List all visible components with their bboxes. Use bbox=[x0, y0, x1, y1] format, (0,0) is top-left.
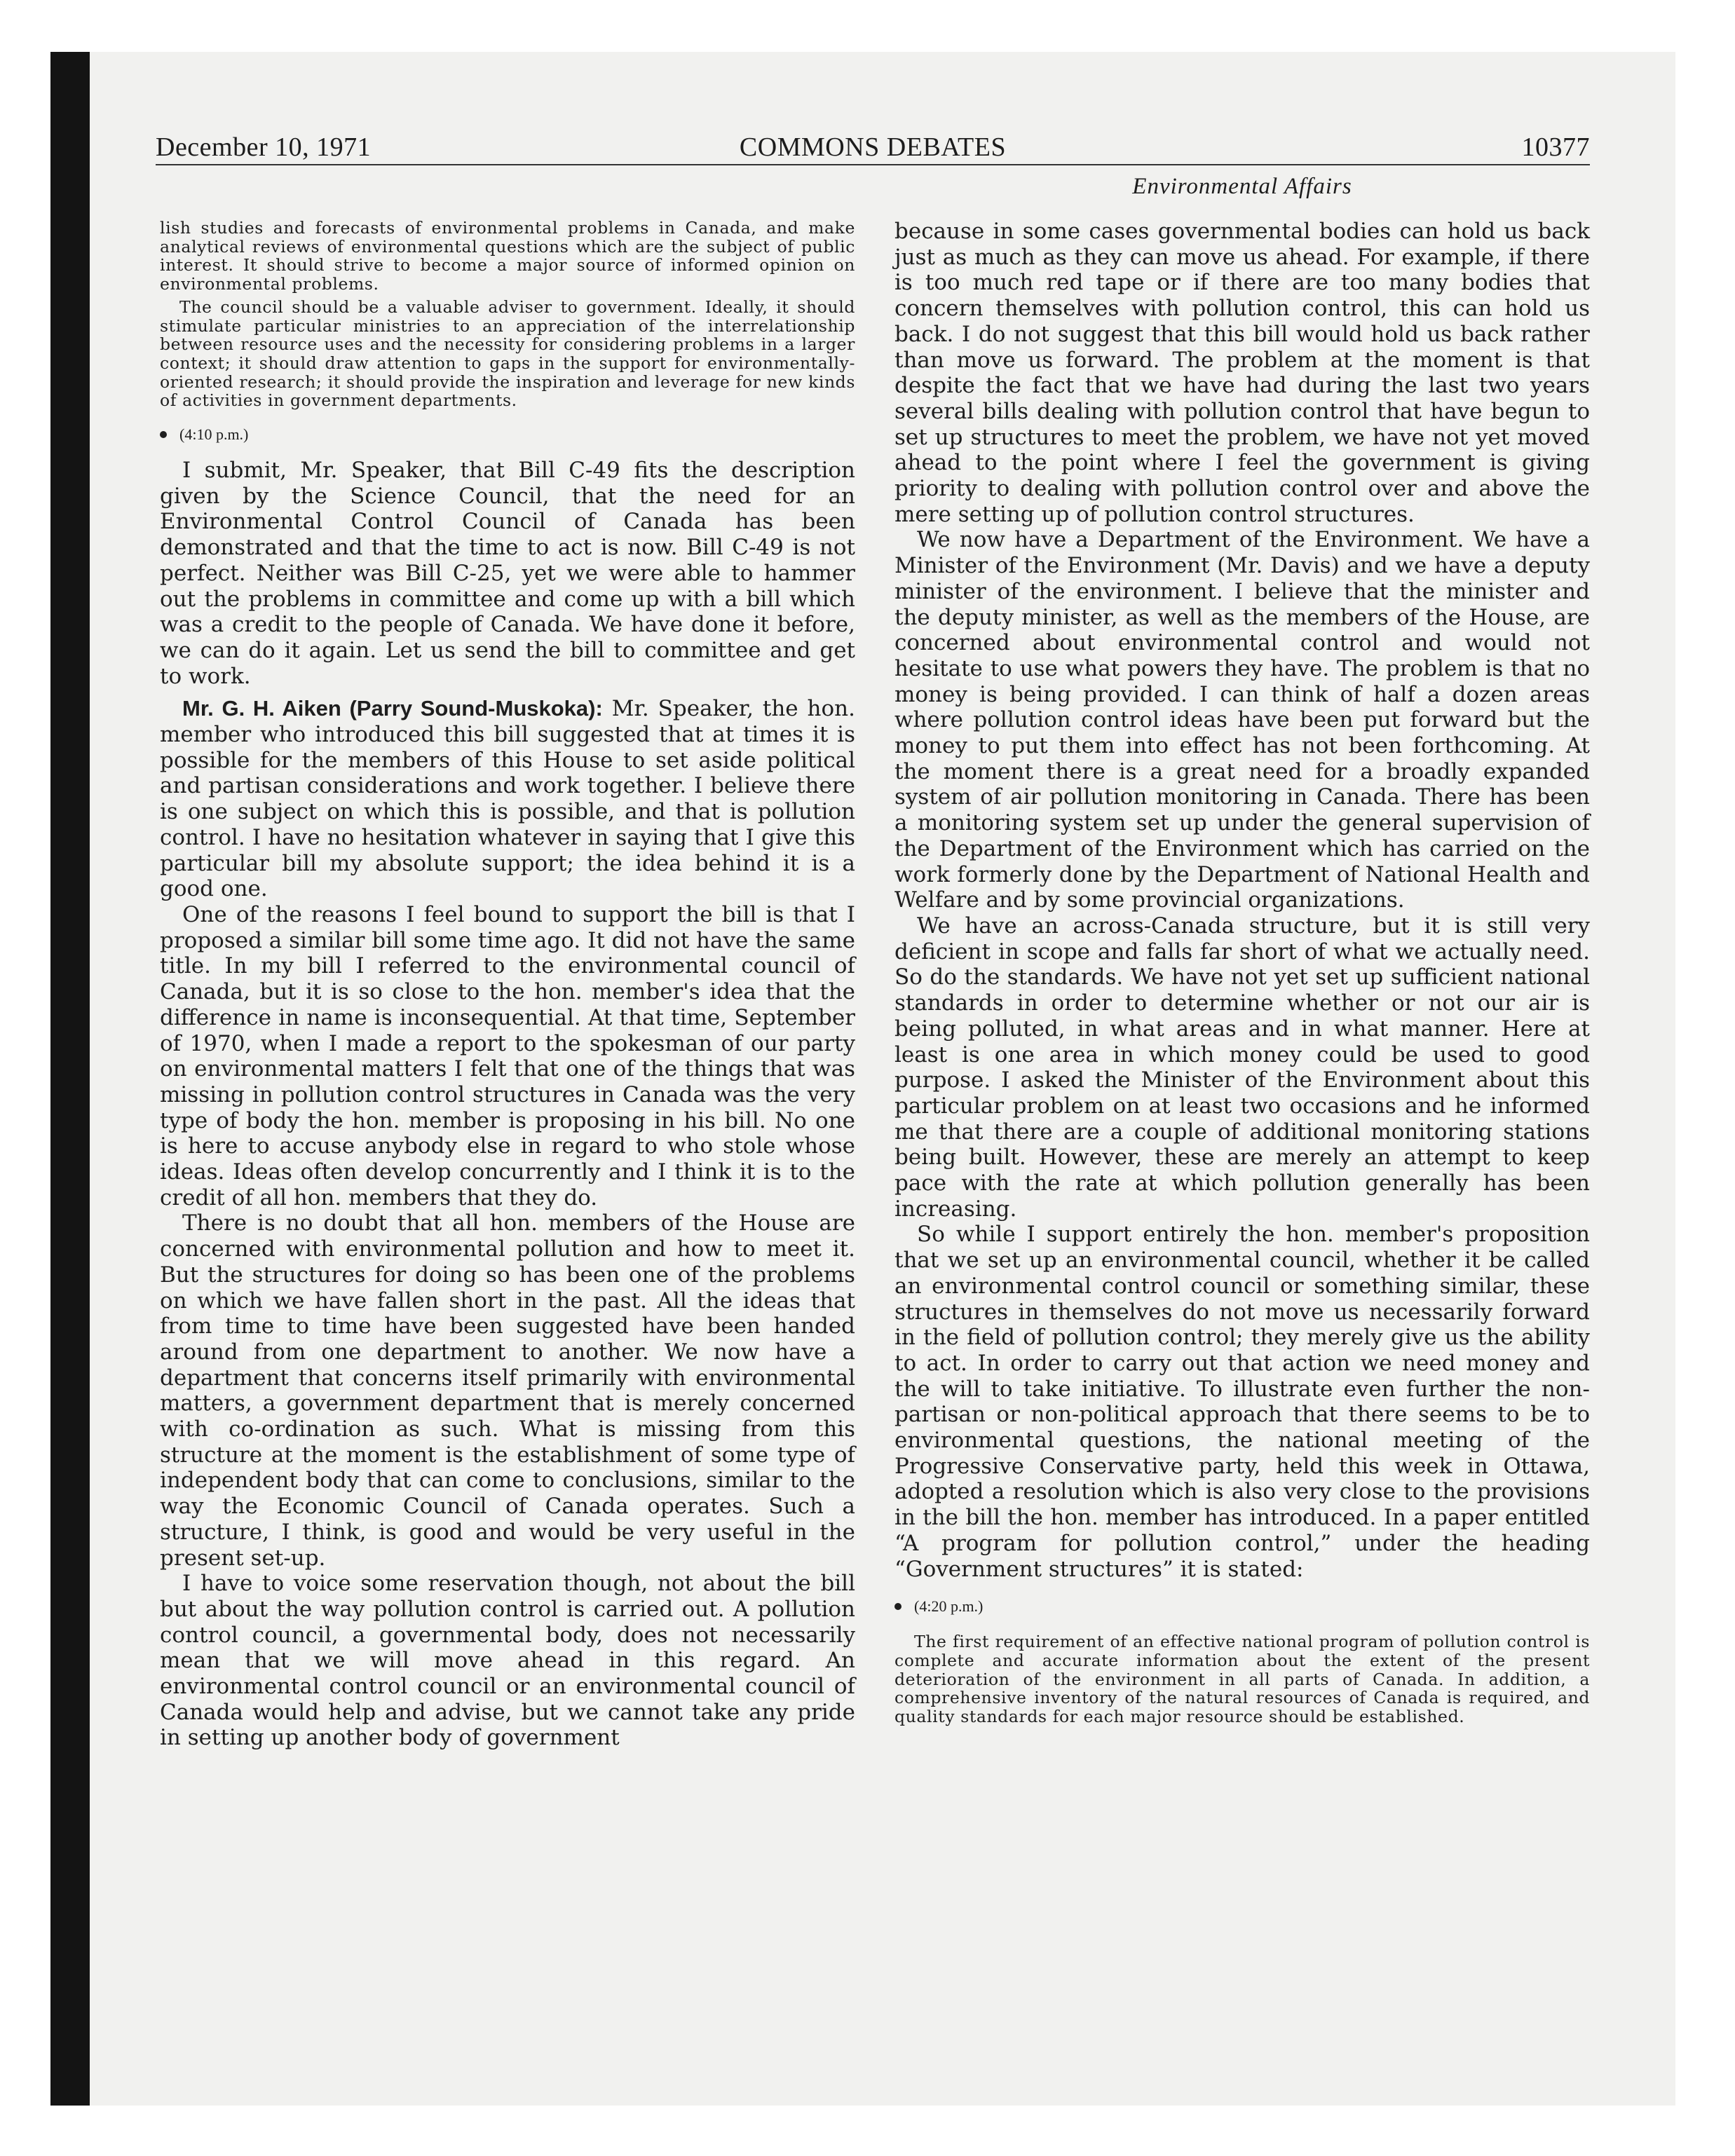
body-paragraph: because in some cases governmental bodies can hold us back just as much as they can move us ahead. For example, if there is too much red tape or if there are too many bodies that concern themselves with pollution control, this can hold us back. I do not suggest that this bill would hold us back rather than move us forward. The problem at the moment is that despite the fact that we have had during the last two years several bills dealing with pollution control that have begun to set up structures to meet the problem, we have not yet moved ahead to the point where I feel the government is giving priority to dealing with pollution control over and above the mere setting up of pollution control structures. bbox=[894, 219, 1590, 527]
body-paragraph: I submit, Mr. Speaker, that Bill C-49 fits the description given by the Science Council, that the need for an Environmental Control Council of Canada has been demonstrated and that the time to act is now. Bill C-49 is not perfect. Neither was Bill C-25, yet we were able to hammer out the problems in committee and come up with a bill which was a credit to the people of Canada. We have done it before, we can do it again. Let us send the bill to committee and get to work. bbox=[160, 458, 855, 689]
speech-text: Mr. Speaker, the hon. member who introduced this bill suggested that at times it is possible for the members of this House to set aside political and partisan considerations and work together. I believe there is one subject on which this is possible, and that is pollution control. I have no hesitation whatever in saying that I give this particular bill my absolute support; the idea behind it is a good one. bbox=[160, 696, 856, 902]
section-heading: Environmental Affairs bbox=[1132, 174, 1352, 199]
right-column bbox=[894, 219, 1590, 1726]
body-paragraph: I have to voice some reservation though, not about the bill but about the way pollution control is carried out. A pollution control council, a governmental body, does not necessarily mean that we will move ahead in this regard. An environmental control council or an environmental council of Canada would help and advise, but we cannot take any pride in setting up another body of government bbox=[160, 1571, 855, 1751]
body-paragraph: We have an across-Canada structure, but it is still very deficient in scope and falls far short of what we actually need. So do the standards. We have not yet set up sufficient national standards in order to determine whether or not our air is being polluted, in what areas and in what manner. Here at least is one area in which money could be used to good purpose. I asked the Minister of the Environment about this particular problem on at least two occasions and he informed me that there are a couple of additional monitoring stations being built. However, these are merely an attempt to keep pace with the rate at which pollution generally has been increasing. bbox=[894, 913, 1590, 1222]
body-paragraph: So while I support entirely the hon. member's proposition that we set up an environmental council, whether it be called an environmental control council or something similar, these structures in themselves do not move us necessarily forward in the field of pollution control; they merely give us the ability to act. In order to carry out that action we need money and the will to take initiative. To illustrate even further the non-partisan or non-political approach that there seems to be to environmental questions, the national meeting of the Progressive Conservative party, held this week in Ottawa, adopted a resolution which is also very close to the provisions in the bill the hon. member has introduced. In a paper entitled “A program for pollution control,” under the heading “Government structures” it is stated: bbox=[894, 1222, 1590, 1582]
running-header bbox=[156, 125, 1590, 165]
speech-paragraph bbox=[160, 696, 855, 902]
bullet-icon bbox=[160, 431, 167, 438]
body-paragraph: We now have a Department of the Environment. We have a Minister of the Environment (Mr. Davis) and we have a deputy minister of the environment. I believe that the minister and the deputy minister, as well as the members of the House, are concerned about environmental control and would not hesitate to use what powers they have. The problem is that no money is being provided. I can think of half a dozen areas where pollution control ideas have been put forward but the money to put them into effect has not been forthcoming. At the moment there is a great need for a broadly expanded system of air pollution monitoring in Canada. There has been a monitoring system set up under the general supervision of the Department of the Environment which has carried on the work formerly done by the Department of National Health and Welfare and by some provincial organizations. bbox=[894, 527, 1590, 913]
speaker-name: Mr. G. H. Aiken (Parry Sound-Muskoka): bbox=[182, 696, 603, 721]
bullet-icon bbox=[894, 1603, 901, 1610]
time-marker bbox=[160, 425, 855, 444]
binding-edge bbox=[50, 52, 90, 2106]
time-marker bbox=[894, 1597, 1590, 1616]
header-date: December 10, 1971 bbox=[156, 132, 372, 162]
quoted-paragraph: The council should be a valuable adviser to government. Ideally, it should stimulate particular ministries to an appreciation of the interrelationship between resource uses and the necessity for considering problems in a larger context; it should draw attention to gaps in the support for environmentally-oriented research; it should provide the inspiration and leverage for new kinds of activities in government departments. bbox=[160, 296, 855, 411]
body-paragraph: There is no doubt that all hon. members of the House are concerned with environmental pollution and how to meet it. But the structures for doing so has been one of the problems on which we have fallen short in the past. All the ideas that from time to time have been suggested have been handed around from one department to another. We now have a department that concerns itself primarily with environmental matters, a government department that is merely concerned with co-ordination as such. What is missing from this structure at the moment is the establishment of some type of independent body that can come to conclusions, similar to the way the Economic Council of Canada operates. Such a structure, I think, is good and would be very useful in the present set-up. bbox=[160, 1210, 855, 1571]
header-title: COMMONS DEBATES bbox=[739, 132, 1007, 162]
quoted-paragraph: lish studies and forecasts of environmental problems in Canada, and make analytical reviews of environmental questions which are the subject of public interest. It should strive to become a major source of informed opinion on environmental problems. bbox=[160, 218, 855, 294]
time-marker-text: (4:10 p.m.) bbox=[179, 425, 249, 444]
body-paragraph: One of the reasons I feel bound to support the bill is that I proposed a similar bill some time ago. It did not have the same title. In my bill I referred to the environmental council of Canada, but it is so close to the hon. member's idea that the difference in name is inconsequential. At that time, September of 1970, when I made a report to the spokesman of our party on environmental matters I felt that one of the things that was missing in pollution control structures in Canada was the very type of body the hon. member is proposing in his bill. No one is here to accuse anybody else in regard to who stole whose ideas. Ideas often develop concurrently and I think it is to the credit of all hon. members that they do. bbox=[160, 901, 855, 1210]
quoted-paragraph: The first requirement of an effective national program of pollution control is complete and accurate information about the extent of the present deterioration of the environment in all parts of Canada. In addition, a comprehensive inventory of the natural resources of Canada is required, and quality standards for each major resource should be established. bbox=[894, 1632, 1590, 1727]
header-page-number: 10377 bbox=[1521, 132, 1590, 162]
left-column bbox=[160, 219, 855, 1751]
time-marker-text: (4:20 p.m.) bbox=[914, 1597, 984, 1616]
